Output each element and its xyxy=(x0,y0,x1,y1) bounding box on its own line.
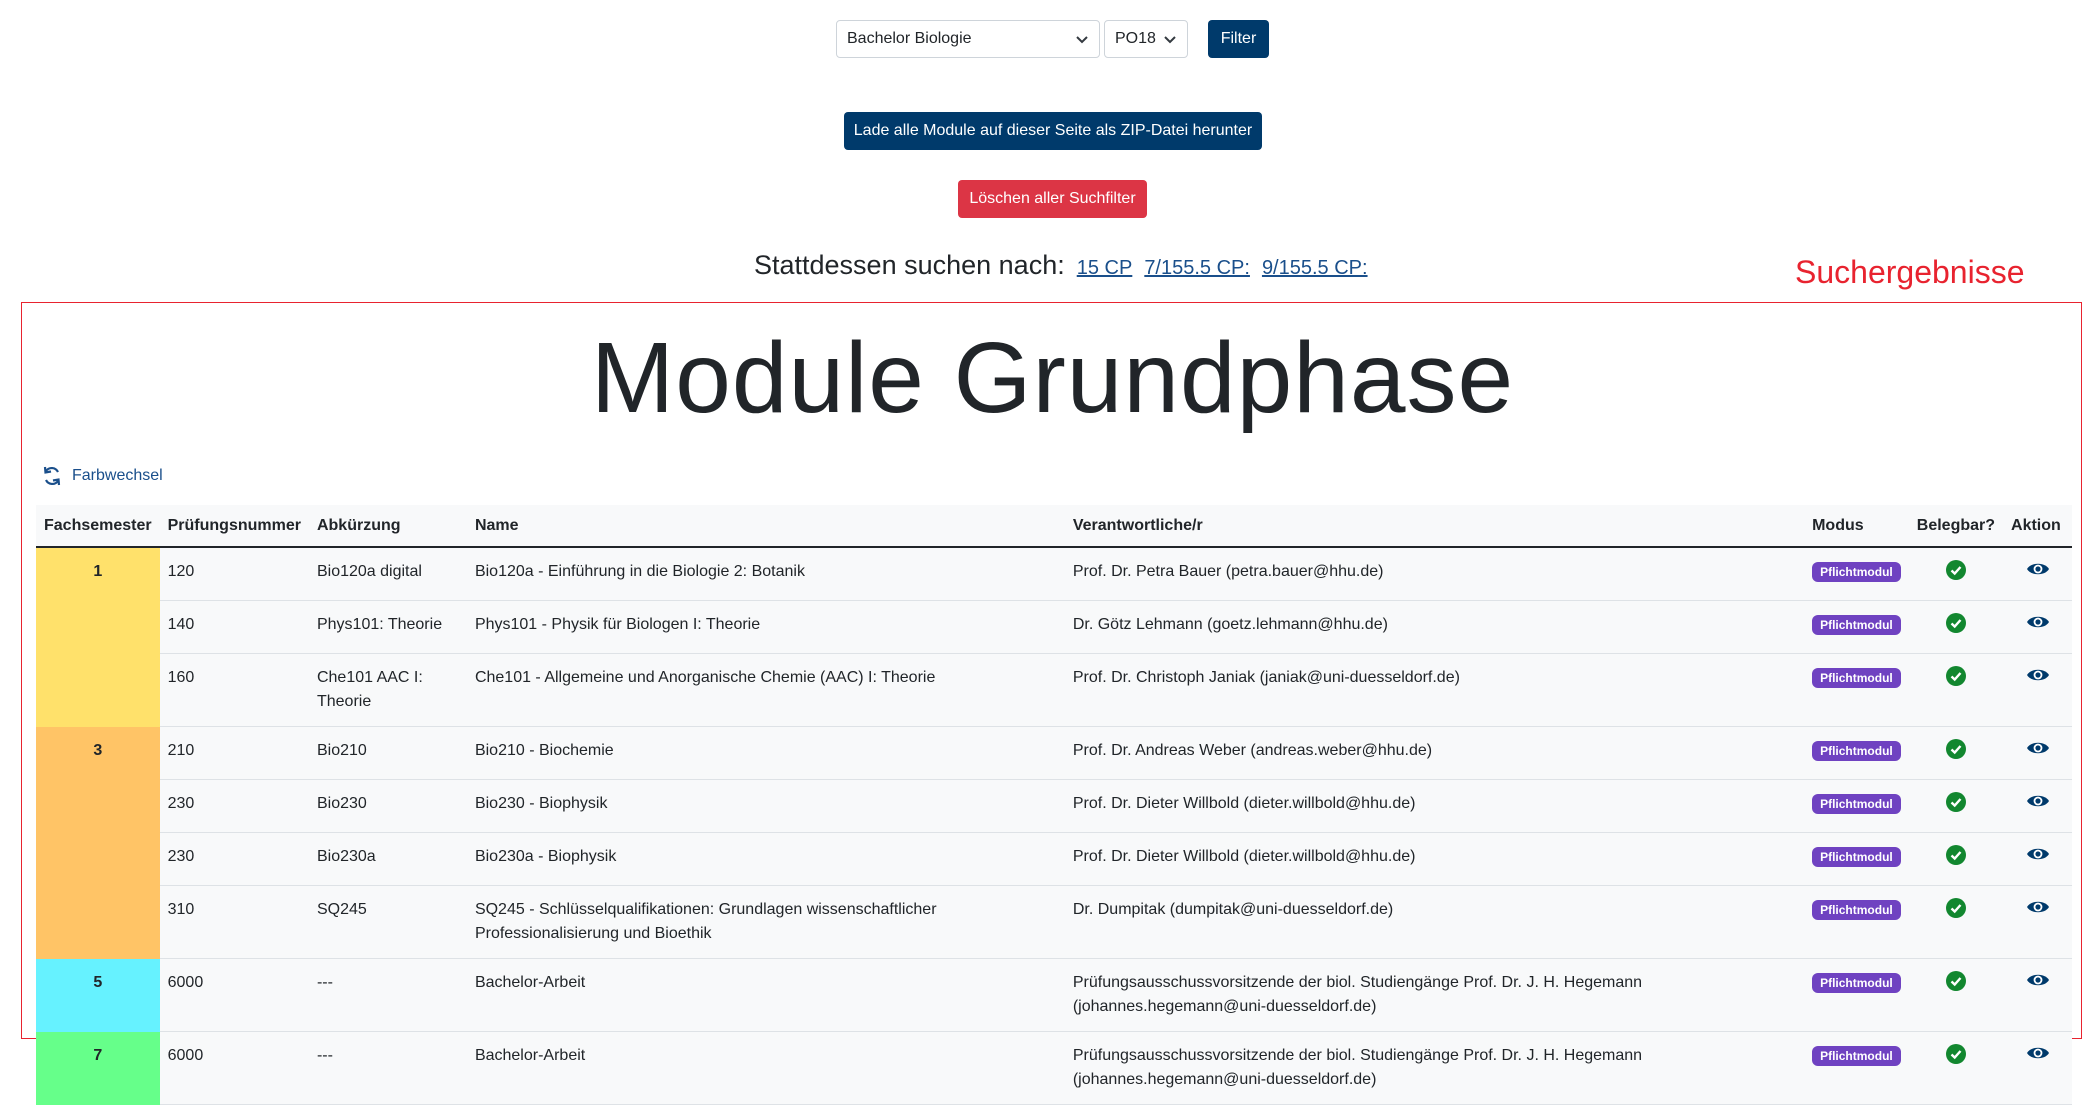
aktion-cell xyxy=(2003,547,2072,601)
belegbar-cell xyxy=(1909,886,2003,959)
name-cell: Bio210 - Biochemie xyxy=(467,727,1065,780)
semester-cell: 7 xyxy=(36,1032,160,1105)
col-header-fachsemester[interactable]: Fachsemester xyxy=(36,505,160,547)
belegbar-cell xyxy=(1909,547,2003,601)
alternative-search-prefix: Stattdessen suchen nach: xyxy=(754,250,1065,280)
belegbar-cell xyxy=(1909,1032,2003,1105)
name-cell: Bio230 - Biophysik xyxy=(467,780,1065,833)
pruefungsnummer-cell: 310 xyxy=(160,886,309,959)
name-cell: SQ245 - Schlüsselqualifikationen: Grundlagen wissenschaftlicher Professionalisierung und Bioethik xyxy=(467,886,1065,959)
studiengang-select[interactable] xyxy=(836,20,1100,58)
aktion-cell xyxy=(2003,601,2072,654)
table-row xyxy=(36,833,2072,886)
verantwortliche-cell: Prof. Dr. Petra Bauer (petra.bauer@hhu.de) xyxy=(1065,547,1804,601)
check-circle-icon xyxy=(1946,567,1966,584)
pruefungsnummer-cell: 6000 xyxy=(160,1032,309,1105)
belegbar-cell xyxy=(1909,727,2003,780)
alternative-search xyxy=(754,250,1368,281)
modules-table xyxy=(36,505,2072,1105)
table-row xyxy=(36,727,2072,780)
modus-cell xyxy=(1804,780,1909,833)
studiengang-value: Bachelor Biologie xyxy=(847,29,972,47)
name-cell: Phys101 - Physik für Biologen I: Theorie xyxy=(467,601,1065,654)
aktion-cell xyxy=(2003,959,2072,1032)
name-cell: Bachelor-Arbeit xyxy=(467,959,1065,1032)
belegbar-cell xyxy=(1909,780,2003,833)
pruefungsnummer-cell: 230 xyxy=(160,780,309,833)
name-cell: Bachelor-Arbeit xyxy=(467,1032,1065,1105)
filter-bar xyxy=(836,19,1269,58)
farbwechsel-link[interactable] xyxy=(42,465,163,487)
eye-icon[interactable] xyxy=(2026,565,2050,582)
modus-badge: Pflichtmodul xyxy=(1812,973,1901,993)
modus-cell xyxy=(1804,886,1909,959)
col-header-verantwortliche[interactable]: Verantwortliche/r xyxy=(1065,505,1804,547)
aktion-cell xyxy=(2003,654,2072,727)
check-circle-icon xyxy=(1946,620,1966,637)
table-row xyxy=(36,601,2072,654)
abkuerzung-cell: Bio210 xyxy=(309,727,467,780)
farbwechsel-label: Farbwechsel xyxy=(72,467,163,484)
abkuerzung-cell: Phys101: Theorie xyxy=(309,601,467,654)
belegbar-cell xyxy=(1909,959,2003,1032)
abkuerzung-cell: --- xyxy=(309,959,467,1032)
po-value: PO18 xyxy=(1115,29,1156,47)
modus-badge: Pflichtmodul xyxy=(1812,615,1901,635)
verantwortliche-cell: Dr. Dumpitak (dumpitak@uni-duesseldorf.de) xyxy=(1065,886,1804,959)
verantwortliche-cell: Prof. Dr. Dieter Willbold (dieter.willbold@hhu.de) xyxy=(1065,780,1804,833)
modus-cell xyxy=(1804,727,1909,780)
modus-cell xyxy=(1804,1032,1909,1105)
table-row xyxy=(36,959,2072,1032)
col-header-belegbar[interactable]: Belegbar? xyxy=(1909,505,2003,547)
check-circle-icon xyxy=(1946,1051,1966,1068)
page-title: Module Grundphase xyxy=(590,322,1515,434)
check-circle-icon xyxy=(1946,978,1966,995)
eye-icon[interactable] xyxy=(2026,976,2050,993)
table-body xyxy=(36,547,2072,1105)
abkuerzung-cell: Bio230a xyxy=(309,833,467,886)
check-circle-icon xyxy=(1946,799,1966,816)
table-row xyxy=(36,654,2072,727)
name-cell: Bio230a - Biophysik xyxy=(467,833,1065,886)
belegbar-cell xyxy=(1909,833,2003,886)
table-row xyxy=(36,547,2072,601)
modus-badge: Pflichtmodul xyxy=(1812,847,1901,867)
abkuerzung-cell: Bio230 xyxy=(309,780,467,833)
clear-filters-button[interactable]: Löschen aller Suchfilter xyxy=(958,180,1147,218)
abkuerzung-cell: Bio120a digital xyxy=(309,547,467,601)
po-select[interactable] xyxy=(1104,20,1188,58)
abkuerzung-cell: --- xyxy=(309,1032,467,1105)
verantwortliche-cell: Prüfungsausschussvorsitzende der biol. Studiengänge Prof. Dr. J. H. Hegemann (johannes.hegemann@uni-duesseldorf.de) xyxy=(1065,1032,1804,1105)
aktion-cell xyxy=(2003,1032,2072,1105)
belegbar-cell xyxy=(1909,601,2003,654)
modus-badge: Pflichtmodul xyxy=(1812,900,1901,920)
table-row xyxy=(36,886,2072,959)
modus-badge: Pflichtmodul xyxy=(1812,794,1901,814)
verantwortliche-cell: Prof. Dr. Christoph Janiak (janiak@uni-duesseldorf.de) xyxy=(1065,654,1804,727)
table-row xyxy=(36,1032,2072,1105)
abkuerzung-cell: SQ245 xyxy=(309,886,467,959)
verantwortliche-cell: Prof. Dr. Dieter Willbold (dieter.willbold@hhu.de) xyxy=(1065,833,1804,886)
modus-badge: Pflichtmodul xyxy=(1812,741,1901,761)
filter-button[interactable]: Filter xyxy=(1208,20,1269,58)
name-cell: Che101 - Allgemeine und Anorganische Chemie (AAC) I: Theorie xyxy=(467,654,1065,727)
verantwortliche-cell: Prüfungsausschussvorsitzende der biol. Studiengänge Prof. Dr. J. H. Hegemann (johannes.hegemann@uni-duesseldorf.de) xyxy=(1065,959,1804,1032)
aktion-cell xyxy=(2003,833,2072,886)
eye-icon[interactable] xyxy=(2026,797,2050,814)
col-header-aktion[interactable]: Aktion xyxy=(2003,505,2072,547)
col-header-modus[interactable]: Modus xyxy=(1804,505,1909,547)
check-circle-icon xyxy=(1946,905,1966,922)
eye-icon[interactable] xyxy=(2026,850,2050,867)
eye-icon[interactable] xyxy=(2026,1049,2050,1066)
eye-icon[interactable] xyxy=(2026,744,2050,761)
modus-cell xyxy=(1804,547,1909,601)
col-header-pruefungsnummer[interactable]: Prüfungsnummer xyxy=(160,505,309,547)
check-circle-icon xyxy=(1946,746,1966,763)
name-cell: Bio120a - Einführung in die Biologie 2: Botanik xyxy=(467,547,1065,601)
results-label: Suchergebnisse xyxy=(1795,254,2025,290)
eye-icon[interactable] xyxy=(2026,903,2050,920)
check-circle-icon xyxy=(1946,852,1966,869)
modus-badge: Pflichtmodul xyxy=(1812,1046,1901,1066)
abkuerzung-cell: Che101 AAC I: Theorie xyxy=(309,654,467,727)
semester-cell: 1 xyxy=(36,547,160,727)
check-circle-icon xyxy=(1946,673,1966,690)
col-header-abkuerzung[interactable]: Abkürzung xyxy=(309,505,467,547)
modus-badge: Pflichtmodul xyxy=(1812,562,1901,582)
col-header-name[interactable]: Name xyxy=(467,505,1065,547)
verantwortliche-cell: Dr. Götz Lehmann (goetz.lehmann@hhu.de) xyxy=(1065,601,1804,654)
semester-cell: 3 xyxy=(36,727,160,959)
refresh-icon xyxy=(42,465,62,487)
modus-cell xyxy=(1804,601,1909,654)
belegbar-cell xyxy=(1909,654,2003,727)
pruefungsnummer-cell: 160 xyxy=(160,654,309,727)
semester-cell: 5 xyxy=(36,959,160,1032)
modus-badge: Pflichtmodul xyxy=(1812,668,1901,688)
table-header-row xyxy=(36,505,2072,547)
aktion-cell xyxy=(2003,886,2072,959)
eye-icon[interactable] xyxy=(2026,618,2050,635)
pruefungsnummer-cell: 230 xyxy=(160,833,309,886)
aktion-cell xyxy=(2003,727,2072,780)
modus-cell xyxy=(1804,833,1909,886)
chevron-down-icon xyxy=(1075,32,1089,46)
eye-icon[interactable] xyxy=(2026,671,2050,688)
download-zip-button[interactable]: Lade alle Module auf dieser Seite als ZIP-Datei herunter xyxy=(844,112,1262,150)
alt-link-7cp[interactable]: 7/155.5 CP: xyxy=(1144,257,1250,279)
pruefungsnummer-cell: 6000 xyxy=(160,959,309,1032)
aktion-cell xyxy=(2003,780,2072,833)
alt-link-9cp[interactable]: 9/155.5 CP: xyxy=(1261,257,1368,279)
modus-cell xyxy=(1804,959,1909,1032)
search-results xyxy=(21,302,2082,1088)
pruefungsnummer-cell: 140 xyxy=(160,601,309,654)
alt-link-15cp[interactable]: 15 CP xyxy=(1076,257,1133,279)
pruefungsnummer-cell: 210 xyxy=(160,727,309,780)
chevron-down-icon xyxy=(1163,32,1177,46)
modus-cell xyxy=(1804,654,1909,727)
verantwortliche-cell: Prof. Dr. Andreas Weber (andreas.weber@hhu.de) xyxy=(1065,727,1804,780)
pruefungsnummer-cell: 120 xyxy=(160,547,309,601)
table-row xyxy=(36,780,2072,833)
